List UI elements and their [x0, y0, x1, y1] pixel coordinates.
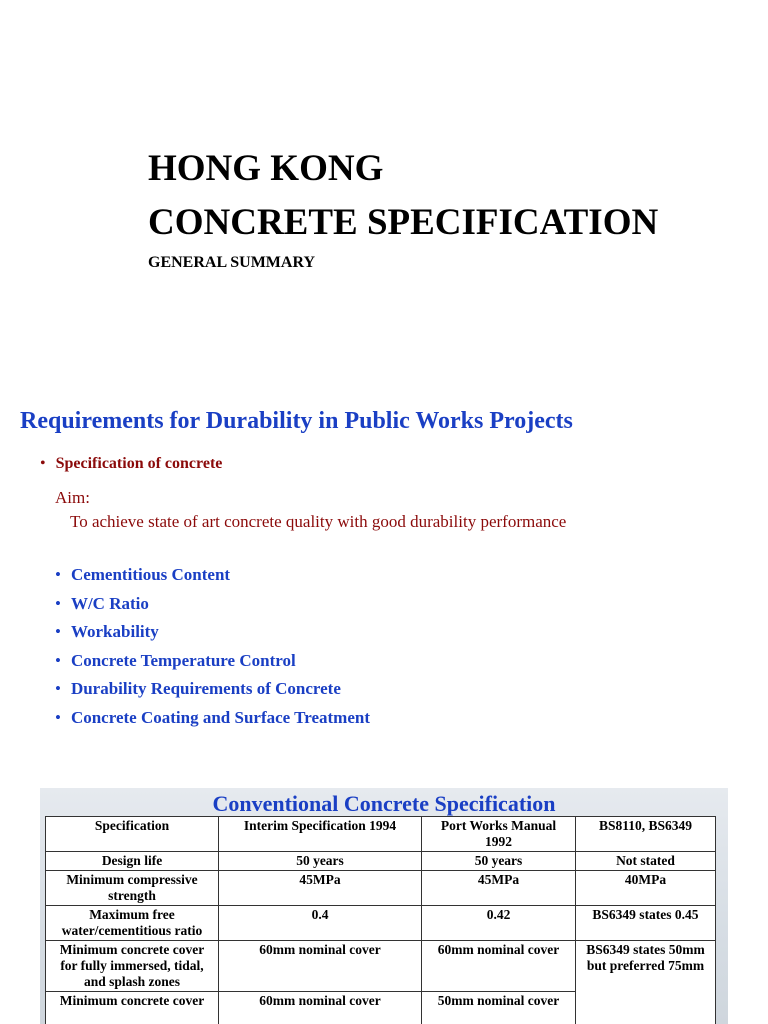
table-row: [46, 871, 716, 906]
table-cell: 45MPa: [422, 871, 576, 906]
table-cell: 50mm nominal cover: [422, 992, 576, 1024]
table-header-row: [46, 817, 716, 852]
table-header-cell: Port Works Manual 1992: [422, 817, 576, 852]
title-block: [148, 142, 658, 272]
bullet-dot-icon: •: [40, 455, 46, 472]
subtitle: GENERAL SUMMARY: [148, 254, 315, 271]
spec-bullet-text: Specification of concrete: [55, 455, 223, 472]
spec-panel: [40, 788, 728, 1024]
title-line-1: HONG KONG: [148, 148, 384, 189]
table-cell: 60mm nominal cover: [219, 992, 422, 1024]
spec-bullet: [40, 455, 222, 473]
list-item: [55, 620, 370, 649]
table-cell: BS6349 states 50mm but preferred 75mm: [576, 941, 716, 1024]
table-cell: Minimum concrete cover for fully immersed, tidal, and splash zones: [46, 941, 219, 992]
table-header-cell: Interim Specification 1994: [219, 817, 422, 852]
bullet-dot-icon: •: [55, 679, 61, 699]
table-row: [46, 941, 716, 992]
table-cell: 50 years: [219, 852, 422, 871]
table-cell: Maximum free water/cementitious ratio: [46, 906, 219, 941]
table-row: [46, 906, 716, 941]
list-item-text: Workability: [70, 622, 159, 642]
requirements-list: [55, 563, 370, 735]
table-header-cell: BS8110, BS6349: [576, 817, 716, 852]
table-cell: 60mm nominal cover: [422, 941, 576, 992]
table-cell: 60mm nominal cover: [219, 941, 422, 992]
table-cell: 0.42: [422, 906, 576, 941]
list-item: [55, 706, 370, 735]
table-cell: Design life: [46, 852, 219, 871]
title-line-2: CONCRETE SPECIFICATION: [148, 202, 659, 243]
table-cell: 0.4: [219, 906, 422, 941]
bullet-dot-icon: •: [55, 707, 61, 727]
list-item: [55, 592, 370, 621]
table-header-cell: Specification: [46, 817, 219, 852]
table-cell: BS6349 states 0.45: [576, 906, 716, 941]
table-cell: 45MPa: [219, 871, 422, 906]
table-cell: 40MPa: [576, 871, 716, 906]
list-item: [55, 563, 370, 592]
bullet-dot-icon: •: [55, 593, 61, 613]
list-item-text: Concrete Temperature Control: [70, 650, 296, 670]
spec-table-title: Conventional Concrete Specification: [212, 791, 556, 816]
bullet-dot-icon: •: [55, 565, 61, 584]
list-item-text: W/C Ratio: [70, 593, 149, 613]
aim-label: Aim:: [55, 488, 90, 507]
table-cell: Minimum concrete cover: [46, 992, 219, 1024]
spec-table: [45, 816, 716, 1024]
list-item: [55, 649, 370, 678]
table-cell: Minimum compressive strength: [46, 871, 219, 906]
list-item: [55, 677, 370, 706]
bullet-dot-icon: •: [55, 650, 61, 670]
bullet-dot-icon: •: [55, 622, 61, 642]
list-item-text: Concrete Coating and Surface Treatment: [70, 707, 370, 727]
list-item-text: Durability Requirements of Concrete: [70, 679, 341, 699]
requirements-heading: Requirements for Durability in Public Works Projects: [20, 408, 573, 434]
aim-text: To achieve state of art concrete quality with good durability performance: [70, 512, 567, 531]
list-item-text: Cementitious Content: [70, 565, 231, 584]
table-row: [46, 852, 716, 871]
table-cell: 50 years: [422, 852, 576, 871]
table-cell: Not stated: [576, 852, 716, 871]
